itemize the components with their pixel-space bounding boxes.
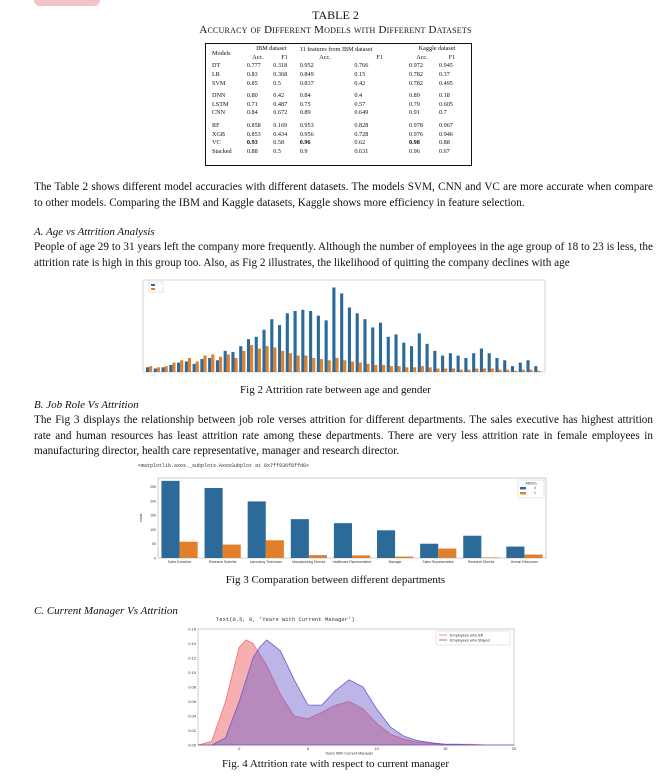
chart-bar bbox=[449, 353, 452, 372]
chart-bar bbox=[224, 351, 227, 372]
header-acc: Acc. bbox=[416, 53, 428, 61]
chart-bar bbox=[169, 365, 172, 372]
chart-bar bbox=[377, 530, 395, 558]
chart-bar bbox=[235, 358, 238, 372]
y-axis-label: count bbox=[139, 513, 143, 523]
chart-bar bbox=[481, 557, 499, 558]
table-title: Accuracy of Different Models with Different Datasets bbox=[199, 24, 472, 36]
y-tick-label: 0.12 bbox=[188, 655, 196, 661]
model-name-cell: LR bbox=[212, 71, 220, 79]
table-cell: 0.88 bbox=[438, 139, 450, 147]
chart-bar bbox=[223, 545, 241, 558]
chart-bar bbox=[348, 307, 351, 372]
y-tick-label: 250 bbox=[150, 485, 156, 490]
fig3-svg bbox=[136, 472, 556, 572]
chart-bar bbox=[495, 358, 498, 372]
chart-bar bbox=[266, 540, 284, 558]
table-cell: 0.495 bbox=[438, 79, 453, 87]
table-row bbox=[210, 139, 467, 148]
fig3-chart bbox=[136, 472, 556, 572]
chart-bar bbox=[149, 366, 152, 372]
fig3-caption: Fig 3 Comparation between different departments bbox=[225, 574, 446, 586]
chart-bar bbox=[460, 370, 463, 372]
fig4-svg bbox=[180, 625, 520, 755]
x-tick-label: Research Scientist bbox=[208, 560, 237, 564]
model-name-cell: VC bbox=[212, 139, 221, 147]
chart-bar bbox=[297, 356, 300, 372]
chart-bar bbox=[506, 547, 524, 558]
header-models: Models bbox=[212, 49, 231, 57]
fig4-chart bbox=[180, 625, 520, 755]
chart-bar bbox=[524, 555, 542, 558]
top-left-artifact bbox=[34, 0, 100, 6]
table-cell: 0.5 bbox=[273, 147, 282, 155]
accuracy-table bbox=[205, 43, 472, 166]
model-name-cell: DT bbox=[212, 62, 221, 70]
table-cell: 0.37 bbox=[438, 71, 450, 79]
chart-bar bbox=[325, 320, 328, 372]
table-cell: 0.766 bbox=[354, 62, 369, 70]
chart-bar bbox=[452, 368, 455, 372]
table-cell: 0.649 bbox=[354, 109, 369, 117]
chart-bar bbox=[418, 333, 421, 372]
chart-bar bbox=[291, 519, 309, 558]
chart-bar bbox=[334, 523, 352, 558]
chart-bar bbox=[250, 345, 253, 372]
chart-bar bbox=[514, 371, 517, 372]
chart-bar bbox=[387, 337, 390, 372]
header-f1: F1 bbox=[448, 53, 456, 61]
y-tick-label: 0 bbox=[154, 556, 156, 561]
chart-bar bbox=[371, 327, 374, 372]
x-tick-label: Research Director bbox=[468, 560, 495, 564]
chart-bar bbox=[506, 370, 509, 372]
section-a-heading: A. Age vs Attrition Analysis bbox=[34, 226, 155, 238]
chart-bar bbox=[472, 353, 475, 372]
chart-bar bbox=[340, 293, 343, 372]
chart-bar bbox=[413, 367, 416, 372]
y-tick-label: 0.00 bbox=[188, 742, 196, 748]
header-kaggle: Kaggle dataset bbox=[418, 45, 456, 53]
x-tick-label: Sales Executive bbox=[167, 560, 192, 564]
table-cell: 0.96 bbox=[408, 147, 420, 155]
chart-bar bbox=[503, 360, 506, 372]
table-row bbox=[210, 130, 467, 139]
chart-bar bbox=[467, 370, 470, 372]
chart-bar bbox=[463, 536, 481, 558]
table-cell: 0.967 bbox=[438, 122, 453, 130]
chart-bar bbox=[511, 366, 514, 372]
chart-bar bbox=[398, 366, 401, 372]
legend-swatch bbox=[151, 284, 155, 286]
table-row bbox=[210, 62, 467, 71]
legend-swatch bbox=[151, 288, 155, 290]
x-tick-label: Healthcare Representative bbox=[332, 560, 372, 564]
table-cell: 0.631 bbox=[354, 147, 369, 155]
section-b-paragraph: The Fig 3 displays the relationship between job role verses attrition for different departments. The sales executive has highest attrition rate and human resources has least attrition rate among these departments. There are very less attrition rate in female employees in manufacturing director, health care representative, manager and research director. bbox=[34, 414, 653, 457]
fig2-chart bbox=[135, 276, 551, 380]
chart-bar bbox=[475, 368, 478, 372]
table-cell: 0.4 bbox=[354, 92, 363, 100]
y-tick-label: 200 bbox=[150, 499, 156, 504]
chart-bar bbox=[185, 361, 188, 372]
table-row bbox=[210, 71, 467, 80]
table-label: TABLE 2 bbox=[312, 8, 359, 22]
chart-bar bbox=[200, 359, 203, 372]
legend-label: 0 bbox=[534, 486, 536, 491]
table-row bbox=[210, 148, 467, 157]
chart-bar bbox=[402, 343, 405, 372]
chart-bar bbox=[526, 360, 529, 372]
legend-swatch bbox=[520, 487, 526, 489]
chart-bar bbox=[278, 325, 281, 372]
table-cell: 0.837 bbox=[299, 79, 314, 87]
header-acc: Acc. bbox=[319, 53, 331, 61]
table-discussion-paragraph: The Table 2 shows different model accuracies with different datasets. The models SVM, CNN and VC are more accurate when compare to other models. Comparing the IBM and Kaggle datasets, Kaggle shows more efficiency in feature selection. bbox=[34, 181, 653, 209]
chart-bar bbox=[433, 351, 436, 372]
chart-bar bbox=[320, 359, 323, 372]
x-tick-label: Human Resources bbox=[510, 560, 539, 564]
chart-bar bbox=[180, 542, 198, 558]
chart-bar bbox=[374, 365, 377, 372]
table-cell: 0.84 bbox=[246, 109, 258, 117]
model-name-cell: LSTM bbox=[212, 100, 229, 108]
model-name-cell: DNN bbox=[212, 92, 226, 100]
table-cell: 0.953 bbox=[299, 122, 314, 130]
chart-bar bbox=[426, 344, 429, 372]
chart-bar bbox=[343, 360, 346, 372]
chart-bar bbox=[519, 363, 522, 372]
chart-bar bbox=[328, 360, 331, 372]
table-cell: 0.672 bbox=[273, 109, 288, 117]
x-tick-label: Laboratory Technician bbox=[249, 560, 282, 564]
table-row bbox=[210, 79, 467, 88]
chart-bar bbox=[421, 366, 424, 372]
chart-bar bbox=[410, 346, 413, 372]
table-cell: 0.7 bbox=[438, 109, 447, 117]
table-cell: 0.318 bbox=[273, 62, 288, 70]
plot-frame bbox=[143, 280, 545, 372]
chart-bar bbox=[359, 363, 362, 372]
table-cell: 0.728 bbox=[354, 130, 369, 138]
chart-bar bbox=[530, 370, 533, 372]
chart-bar bbox=[188, 358, 191, 372]
chart-bar bbox=[488, 353, 491, 372]
chart-bar bbox=[405, 367, 408, 372]
table-cell: 0.828 bbox=[354, 122, 369, 130]
chart-bar bbox=[312, 358, 315, 372]
x-tick-label: Sales Representative bbox=[422, 560, 454, 564]
table-cell: 0.57 bbox=[354, 100, 366, 108]
chart-bar bbox=[309, 311, 312, 372]
chart-bar bbox=[534, 366, 537, 372]
table-cell: 0.946 bbox=[438, 130, 453, 138]
table-cell: 0.62 bbox=[354, 139, 366, 147]
table-cell: 0.79 bbox=[408, 100, 420, 108]
table-row bbox=[210, 88, 467, 101]
y-tick-label: 0.10 bbox=[188, 670, 196, 675]
chart-bar bbox=[216, 360, 219, 372]
table-cell: 0.782 bbox=[408, 71, 423, 79]
chart-bar bbox=[208, 358, 211, 372]
section-a-paragraph: People of age 29 to 31 years left the company more frequently. Although the number of employees in the age group of 18 to 23 is less, the attrition rate is high in this group too. Also, as Fig 2 illustrates, the likelihood of quitting the company declines with age bbox=[34, 241, 653, 269]
table-cell: 0.42 bbox=[273, 92, 285, 100]
chart-bar bbox=[394, 334, 397, 372]
chart-bar bbox=[242, 351, 245, 372]
chart-bar bbox=[301, 310, 304, 372]
model-name-cell: XGB bbox=[212, 130, 226, 138]
chart-bar bbox=[335, 358, 338, 372]
chart-bar bbox=[499, 370, 502, 372]
chart-bar bbox=[258, 349, 261, 372]
y-tick-label: 0.14 bbox=[188, 641, 196, 646]
table-cell: 0.434 bbox=[273, 130, 288, 138]
table-cell: 0.98 bbox=[408, 139, 420, 147]
model-name-cell: RF bbox=[212, 122, 220, 130]
x-axis-label: Years With Current Manager bbox=[325, 751, 374, 755]
legend-label: Employees who Stayed bbox=[450, 638, 490, 643]
table-cell: 0.88 bbox=[246, 147, 258, 155]
chart-bar bbox=[172, 363, 175, 372]
chart-bar bbox=[157, 367, 160, 372]
chart-bar bbox=[436, 368, 439, 372]
chart-bar bbox=[273, 347, 276, 372]
chart-bar bbox=[255, 337, 258, 372]
table-cell: 0.89 bbox=[408, 92, 420, 100]
legend-label: Employees who left bbox=[450, 633, 483, 638]
table-row bbox=[210, 101, 467, 110]
chart-bar bbox=[248, 501, 266, 558]
y-tick-label: 50 bbox=[152, 542, 156, 547]
fig2-svg bbox=[135, 276, 551, 380]
legend-title: Attrition bbox=[525, 481, 537, 486]
chart-bar bbox=[161, 481, 179, 558]
model-name-cell: CNN bbox=[212, 109, 226, 117]
chart-bar bbox=[289, 353, 292, 372]
y-tick-label: 0.16 bbox=[188, 626, 196, 632]
chart-bar bbox=[483, 368, 486, 372]
y-tick-label: 150 bbox=[150, 513, 156, 518]
x-tick-label: 20 bbox=[511, 746, 517, 751]
table-cell: 0.93 bbox=[246, 139, 258, 147]
header-f1: F1 bbox=[376, 53, 383, 61]
chart-bar bbox=[441, 356, 444, 372]
model-name-cell: SVM bbox=[212, 79, 226, 87]
section-c-heading: C. Current Manager Vs Attrition bbox=[34, 605, 178, 617]
table-cell: 0.9 bbox=[299, 147, 308, 155]
fig2-caption: Fig 2 Attrition rate between age and gender bbox=[240, 384, 431, 396]
chart-bar bbox=[162, 367, 165, 372]
x-tick-label: 0 bbox=[238, 746, 241, 751]
chart-bar bbox=[219, 357, 222, 372]
legend-swatch bbox=[520, 492, 526, 494]
chart-bar bbox=[379, 323, 382, 372]
chart-bar bbox=[480, 349, 483, 372]
fig4-console-output: Text(0.5, 0, 'Years With Current Manager') bbox=[216, 616, 355, 623]
chart-bar bbox=[211, 354, 214, 372]
table-cell: 0.96 bbox=[299, 139, 311, 147]
table-cell: 0.978 bbox=[408, 122, 423, 130]
y-tick-label: 100 bbox=[150, 527, 156, 532]
table-cell: 0.956 bbox=[299, 130, 314, 138]
chart-bar bbox=[203, 356, 206, 372]
chart-bar bbox=[231, 352, 234, 372]
chart-bar bbox=[420, 544, 438, 558]
chart-bar bbox=[363, 319, 366, 372]
x-tick-label: 5 bbox=[306, 746, 310, 751]
table-cell: 0.605 bbox=[438, 100, 453, 108]
table-cell: 0.5 bbox=[273, 79, 282, 87]
legend-label: 1 bbox=[534, 491, 536, 496]
chart-bar bbox=[247, 339, 250, 372]
fig3-console-output: <matplotlib.axes._subplots.AxesSubplot at 0x7ff936f8ffd0> bbox=[138, 463, 310, 469]
table-cell: 0.858 bbox=[246, 122, 261, 130]
chart-bar bbox=[146, 367, 149, 372]
y-tick-label: 0.08 bbox=[188, 684, 196, 690]
chart-bar bbox=[332, 288, 335, 372]
chart-bar bbox=[266, 346, 269, 372]
chart-bar bbox=[438, 549, 456, 558]
chart-bar bbox=[382, 365, 385, 372]
table-subheader-row bbox=[210, 54, 467, 63]
table-cell: 0.75 bbox=[299, 100, 311, 108]
table-cell: 0.777 bbox=[246, 62, 261, 70]
x-tick-label: 10 bbox=[374, 746, 379, 751]
chart-bar bbox=[522, 370, 525, 372]
chart-bar bbox=[227, 354, 230, 372]
chart-bar bbox=[356, 313, 359, 372]
header-f1: F1 bbox=[281, 53, 288, 61]
chart-bar bbox=[491, 368, 494, 372]
table-row bbox=[210, 109, 467, 118]
fig4-caption: Fig. 4 Attrition rate with respect to current manager bbox=[222, 758, 449, 770]
chart-bar bbox=[395, 557, 413, 558]
table-cell: 0.89 bbox=[299, 109, 311, 117]
table-cell: 0.58 bbox=[273, 139, 285, 147]
chart-bar bbox=[205, 488, 223, 558]
table-cell: 0.80 bbox=[246, 92, 258, 100]
table-cell: 0.487 bbox=[273, 100, 288, 108]
table-cell: 0.42 bbox=[354, 79, 366, 87]
chart-bar bbox=[177, 363, 180, 372]
chart-bar bbox=[464, 358, 467, 372]
chart-bar bbox=[352, 555, 370, 558]
table-cell: 0.84 bbox=[299, 92, 311, 100]
chart-bar bbox=[270, 319, 273, 372]
table-cell: 0.853 bbox=[246, 130, 261, 138]
chart-bar bbox=[457, 356, 460, 372]
chart-bar bbox=[317, 316, 320, 372]
table-cell: 0.169 bbox=[273, 122, 288, 130]
table-cell: 0.849 bbox=[299, 71, 314, 79]
table-cell: 0.18 bbox=[438, 92, 450, 100]
table-cell: 0.71 bbox=[246, 100, 258, 108]
table-cell: 0.85 bbox=[246, 79, 258, 87]
legend-box bbox=[149, 282, 163, 292]
chart-bar bbox=[165, 366, 168, 372]
section-b-heading: B. Job Role Vs Attrition bbox=[34, 399, 139, 411]
table-header-row bbox=[210, 45, 467, 54]
chart-bar bbox=[193, 364, 196, 372]
chart-bar bbox=[304, 356, 307, 372]
chart-bar bbox=[196, 361, 199, 372]
chart-bar bbox=[444, 368, 447, 372]
table-cell: 0.952 bbox=[299, 62, 314, 70]
chart-bar bbox=[180, 360, 183, 372]
table-cell: 0.67 bbox=[438, 147, 450, 155]
table-cell: 0.972 bbox=[408, 62, 423, 70]
table-row bbox=[210, 118, 467, 131]
y-tick-label: 0.06 bbox=[188, 699, 196, 704]
y-tick-label: 0.04 bbox=[188, 713, 196, 719]
model-name-cell: Stacked bbox=[212, 147, 232, 155]
chart-bar bbox=[537, 371, 540, 372]
chart-bar bbox=[262, 330, 265, 372]
x-tick-label: 15 bbox=[443, 746, 448, 751]
chart-bar bbox=[309, 555, 327, 558]
x-tick-label: Manufacturing Director bbox=[292, 560, 326, 564]
chart-bar bbox=[367, 364, 370, 372]
table-cell: 0.91 bbox=[408, 109, 420, 117]
table-cell: 0.945 bbox=[438, 62, 453, 70]
chart-bar bbox=[154, 368, 157, 372]
header-ibm: IBM dataset bbox=[256, 45, 287, 53]
y-tick-label: 0.02 bbox=[188, 728, 196, 733]
chart-bar bbox=[286, 313, 289, 372]
chart-bar bbox=[281, 351, 284, 372]
x-tick-label: Manager bbox=[388, 560, 402, 564]
chart-bar bbox=[294, 311, 297, 372]
table-cell: 0.976 bbox=[408, 130, 423, 138]
header-features: 11 features from IBM dataset bbox=[299, 45, 373, 53]
chart-bar bbox=[239, 346, 242, 372]
table-cell: 0.15 bbox=[354, 71, 366, 79]
chart-bar bbox=[351, 361, 354, 372]
table-cell: 0.83 bbox=[246, 71, 258, 79]
chart-bar bbox=[390, 366, 393, 372]
table-cell: 0.368 bbox=[273, 71, 288, 79]
header-acc: Acc. bbox=[252, 53, 264, 61]
table-cell: 0.782 bbox=[408, 79, 423, 87]
chart-bar bbox=[429, 367, 432, 372]
